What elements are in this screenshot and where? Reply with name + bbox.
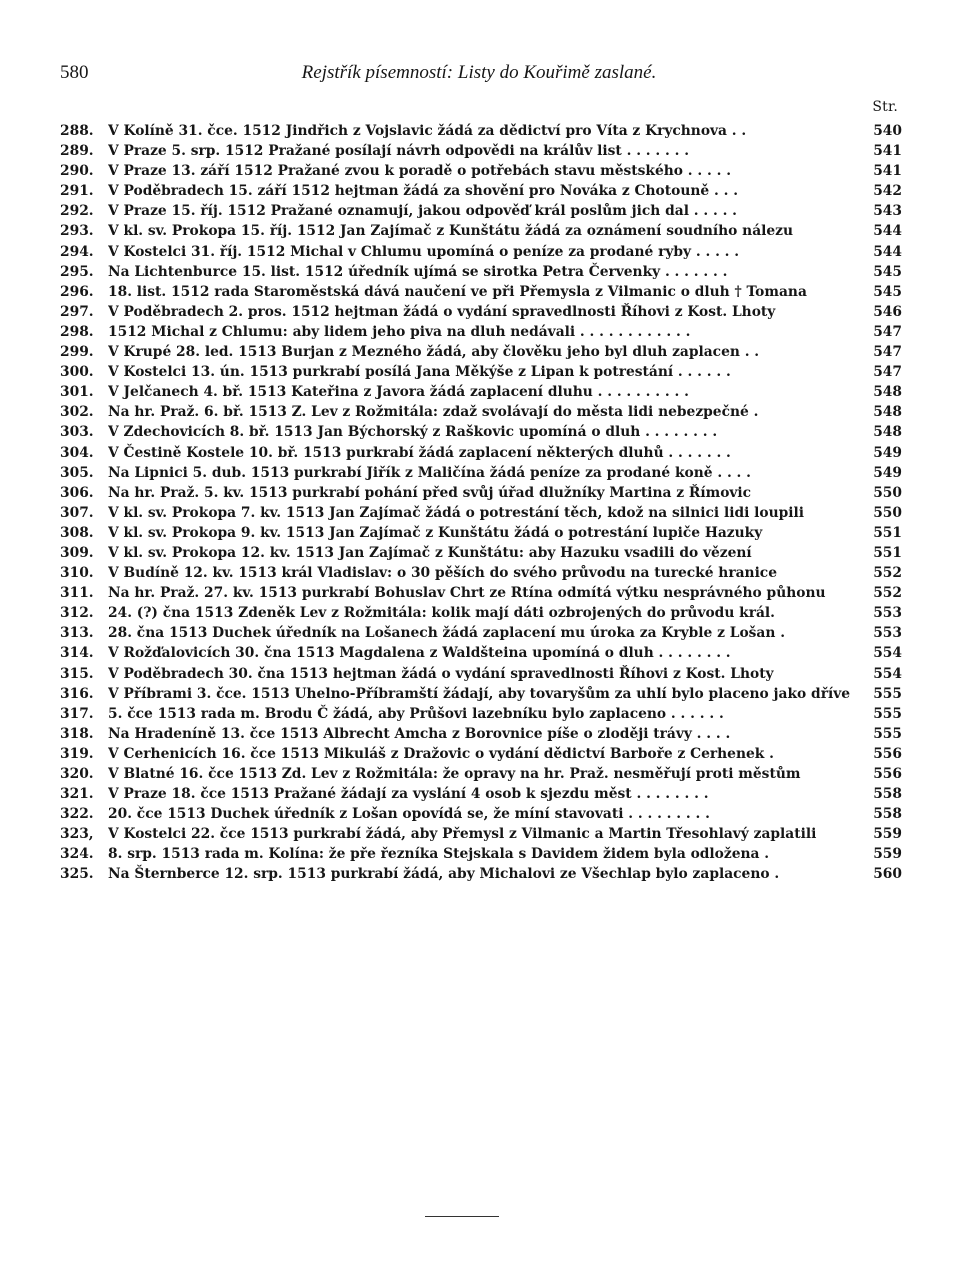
register-entry	[60, 242, 902, 262]
register-entry	[60, 121, 902, 141]
register-entry	[60, 864, 902, 884]
register-entry	[60, 422, 902, 442]
register-entry	[60, 342, 902, 362]
entry-page: 555	[873, 685, 902, 702]
entry-text: V Kostelci 13. ún. 1513 purkrabí posílá Jana Měkýše z Lipan k potrestání . . . . . .	[108, 364, 731, 381]
entry-number: 323,	[60, 826, 94, 843]
entry-number: 314.	[60, 645, 94, 662]
entry-text: 20. čce 1513 Duchek úředník z Lošan opovídá se, že míní stavovati . . . . . . . . .	[108, 806, 710, 823]
register-list	[60, 121, 902, 885]
register-entry	[60, 503, 902, 523]
entry-text: 28. čna 1513 Duchek úředník na Lošanech žádá zaplacení mu úroka za Kryble z Lošan .	[108, 625, 786, 642]
register-entry	[60, 483, 902, 503]
entry-text: Na Lichtenburce 15. list. 1512 úředník ujímá se sirotka Petra Červenky . . . . . . .	[108, 263, 728, 280]
entry-text: Na Lipnici 5. dub. 1513 purkrabí Jiřík z Maličína žádá peníze za prodané koně . . . .	[108, 464, 751, 481]
entry-number: 296.	[60, 283, 94, 300]
entry-page: 552	[873, 585, 902, 602]
register-entry	[60, 664, 902, 684]
entry-page: 560	[873, 866, 902, 883]
entry-page: 542	[873, 183, 902, 200]
entry-text: V kl. sv. Prokopa 9. kv. 1513 Jan Zajímač z Kunštátu žádá o potrestání lupiče Hazuky	[108, 524, 763, 541]
page-column-label: Str.	[872, 99, 898, 115]
entry-page: 555	[873, 705, 902, 722]
register-entry	[60, 322, 902, 342]
register-entry	[60, 382, 902, 402]
entry-page: 556	[873, 745, 902, 762]
entry-number: 318.	[60, 725, 94, 742]
entry-number: 307.	[60, 504, 94, 521]
entry-number: 317.	[60, 705, 94, 722]
entry-text: V Budíně 12. kv. 1513 král Vladislav: o 30 pěších do svého průvodu na turecké hranice	[108, 565, 777, 582]
entry-number: 321.	[60, 786, 94, 803]
register-entry	[60, 643, 902, 663]
entry-page: 543	[873, 203, 902, 220]
register-entry	[60, 784, 902, 804]
entry-page: 544	[873, 243, 902, 260]
entry-number: 316.	[60, 685, 94, 702]
entry-number: 303.	[60, 424, 94, 441]
entry-page: 541	[873, 163, 902, 180]
entry-number: 292.	[60, 203, 94, 220]
entry-page: 550	[873, 504, 902, 521]
entry-number: 322.	[60, 806, 94, 823]
entry-text: V Kostelci 22. čce 1513 purkrabí žádá, aby Přemysl z Vilmanic a Martin Třesohlavý zaplatili	[108, 826, 817, 843]
entry-number: 313.	[60, 625, 94, 642]
register-entry	[60, 221, 902, 241]
entry-text: V kl. sv. Prokopa 7. kv. 1513 Jan Zajímač žádá o potrestání těch, kdož na silnici lidi loupili	[108, 504, 805, 521]
entry-page: 551	[873, 544, 902, 561]
register-entry	[60, 463, 902, 483]
entry-number: 310.	[60, 565, 94, 582]
entry-number: 324.	[60, 846, 94, 863]
entry-number: 301.	[60, 384, 94, 401]
register-entry	[60, 302, 902, 322]
entry-text: Na hr. Praž. 5. kv. 1513 purkrabí pohání před svůj úřad dlužníky Martina z Římovic	[108, 484, 752, 501]
entry-text: 5. čce 1513 rada m. Brodu Č žádá, aby Průšovi lazebníku bylo zaplaceno . . . . . .	[108, 705, 724, 722]
entry-page: 554	[873, 645, 902, 662]
entry-number: 305.	[60, 464, 94, 481]
register-entry	[60, 844, 902, 864]
entry-number: 311.	[60, 585, 94, 602]
page-header	[60, 62, 898, 88]
entry-number: 308.	[60, 524, 94, 541]
entry-page: 547	[873, 344, 902, 361]
entry-page: 545	[873, 263, 902, 280]
register-entry	[60, 543, 902, 563]
register-entry	[60, 764, 902, 784]
entry-number: 293.	[60, 223, 94, 240]
register-entry	[60, 744, 902, 764]
register-entry	[60, 161, 902, 181]
entry-page: 548	[873, 404, 902, 421]
entry-number: 320.	[60, 766, 94, 782]
entry-page: 544	[873, 223, 902, 240]
register-entry	[60, 362, 902, 382]
entry-text: V kl. sv. Prokopa 15. říj. 1512 Jan Zajímač z Kunštátu žádá za oznámení soudního nálezu	[108, 223, 794, 240]
register-entry	[60, 684, 902, 704]
entry-text: V Cerhenicích 16. čce 1513 Mikuláš z Dražovic o vydání dědictví Barboře z Cerhenek .	[108, 745, 774, 762]
entry-number: 289.	[60, 143, 94, 160]
entry-number: 295.	[60, 263, 94, 280]
entry-text: V kl. sv. Prokopa 12. kv. 1513 Jan Zajímač z Kunštátu: aby Hazuku vsadili do vězení	[108, 544, 752, 561]
entry-text: V Poděbradech 30. čna 1513 hejtman žádá o vydání spravedlnosti Říhovi z Kost. Lhoty	[108, 665, 774, 682]
running-title: Rejstřík písemností: Listy do Kouřimě zaslané.	[301, 62, 657, 83]
register-entry	[60, 181, 902, 201]
entry-text: V Kostelci 31. říj. 1512 Michal v Chlumu upomíná o peníze za prodané ryby . . . . .	[108, 243, 740, 260]
entry-text: V Praze 18. čce 1513 Pražané žádají za vyslání 4 osob k sjezdu měst . . . . . . . .	[108, 786, 709, 803]
entry-number: 291.	[60, 183, 94, 200]
entry-page: 550	[873, 484, 902, 501]
entry-text: V Příbrami 3. čce. 1513 Uhelno-Příbramští žádají, aby tovaryšům za uhlí bylo placeno jako dříve	[108, 685, 851, 702]
entry-number: 315.	[60, 665, 94, 682]
register-entry	[60, 523, 902, 543]
entry-number: 306.	[60, 484, 94, 501]
register-entry	[60, 623, 902, 643]
register-entry	[60, 804, 902, 824]
entry-page: 541	[873, 143, 902, 160]
register-entry	[60, 724, 902, 744]
register-entry	[60, 563, 902, 583]
entry-number: 290.	[60, 163, 94, 180]
entry-page: 553	[873, 605, 902, 622]
entry-text: V Poděbradech 15. září 1512 hejtman žádá za shovění pro Nováka z Chotouně . . .	[108, 183, 738, 200]
entry-text: V Praze 15. říj. 1512 Pražané oznamují, jakou odpověď král poslům jich dal . . . . .	[108, 203, 737, 220]
entry-number: 319.	[60, 745, 94, 762]
entry-page: 556	[873, 766, 902, 782]
entry-page: 554	[873, 665, 902, 682]
page-number: 580	[60, 62, 89, 83]
entry-number: 312.	[60, 605, 94, 622]
register-entry	[60, 282, 902, 302]
register-entry	[60, 262, 902, 282]
entry-text: Na Hradeníně 13. čce 1513 Albrecht Amcha z Borovnice píše o zloději trávy . . . .	[108, 725, 731, 742]
entry-page: 549	[873, 464, 902, 481]
entry-page: 546	[873, 303, 902, 320]
entry-page: 551	[873, 524, 902, 541]
entry-number: 300.	[60, 364, 94, 381]
entry-text: V Čestině Kostele 10. bř. 1513 purkrabí žádá zaplacení některých dluhů . . . . . . .	[108, 444, 731, 461]
register-entry	[60, 704, 902, 724]
entry-page: 545	[873, 283, 902, 300]
entry-text: V Rožďalovicích 30. čna 1513 Magdalena z Waldšteina upomíná o dluh . . . . . . . .	[108, 645, 731, 662]
entry-text: 18. list. 1512 rada Staroměstská dává naučení ve při Přemysla z Vilmanic o dluh † Tomana	[108, 283, 807, 300]
entry-page: 547	[873, 323, 902, 340]
register-entry	[60, 443, 902, 463]
entry-number: 297.	[60, 303, 94, 320]
entry-number: 309.	[60, 544, 94, 561]
entry-number: 304.	[60, 444, 94, 461]
register-entry	[60, 141, 902, 161]
register-entry	[60, 603, 902, 623]
entry-page: 558	[873, 786, 902, 803]
entry-page: 552	[873, 565, 902, 582]
entry-page: 547	[873, 364, 902, 381]
register-entry	[60, 402, 902, 422]
entry-number: 302.	[60, 404, 94, 421]
entry-page: 558	[873, 806, 902, 823]
entry-text: V Jelčanech 4. bř. 1513 Kateřina z Javora žádá zaplacení dluhu . . . . . . . . . .	[108, 384, 689, 401]
entry-page: 559	[873, 846, 902, 863]
entry-number: 294.	[60, 243, 94, 260]
entry-text: V Krupé 28. led. 1513 Burjan z Mezného žádá, aby člověku jeho byl dluh zaplacen . .	[108, 344, 760, 361]
entry-number: 325.	[60, 866, 94, 883]
entry-page: 548	[873, 384, 902, 401]
entry-page: 548	[873, 424, 902, 441]
entry-page: 540	[873, 123, 902, 139]
footer-rule	[425, 1216, 499, 1217]
entry-text: V Poděbradech 2. pros. 1512 hejtman žádá o vydání spravedlnosti Říhovi z Kost. Lhoty	[108, 303, 776, 320]
entry-text: Na hr. Praž. 27. kv. 1513 purkrabí Bohuslav Chrt ze Rtína odmítá výtku nesprávného půhonu	[108, 585, 826, 602]
entry-page: 549	[873, 444, 902, 461]
entry-text: Na Šternberce 12. srp. 1513 purkrabí žádá, aby Michalovi ze Všechlap bylo zaplaceno .	[108, 866, 780, 883]
entry-text: V Kolíně 31. čce. 1512 Jindřich z Vojslavic žádá za dědictví pro Víta z Krychnova . .	[108, 123, 747, 139]
entry-page: 559	[873, 826, 902, 843]
entry-text: Na hr. Praž. 6. bř. 1513 Z. Lev z Rožmitála: zdaž svolávají do města lidi nebezpečné .	[108, 404, 759, 421]
entry-number: 288.	[60, 123, 94, 139]
entry-text: V Praze 13. září 1512 Pražané zvou k poradě o potřebách stavu městského . . . . .	[108, 163, 732, 180]
entry-text: 8. srp. 1513 rada m. Kolína: že pře řezníka Stejskala s Davidem židem byla odložena .	[108, 846, 770, 863]
entry-page: 553	[873, 625, 902, 642]
entry-text: 1512 Michal z Chlumu: aby lidem jeho piva na dluh nedávali . . . . . . . . . . . .	[108, 323, 691, 340]
register-entry	[60, 824, 902, 844]
entry-text: V Praze 5. srp. 1512 Pražané posílají návrh odpovědi na králův list . . . . . . .	[108, 143, 690, 160]
register-entry	[60, 201, 902, 221]
entry-text: 24. (?) čna 1513 Zdeněk Lev z Rožmitála: kolik mají dáti ozbrojených do průvodu král.	[108, 605, 775, 622]
entry-text: V Blatné 16. čce 1513 Zd. Lev z Rožmitála: že opravy na hr. Praž. nesměřují proti městům	[108, 766, 801, 782]
entry-text: V Zdechovicích 8. bř. 1513 Jan Býchorský z Raškovic upomíná o dluh . . . . . . . .	[108, 424, 718, 441]
register-entry	[60, 583, 902, 603]
entry-number: 299.	[60, 344, 94, 361]
entry-page: 555	[873, 725, 902, 742]
entry-number: 298.	[60, 323, 94, 340]
